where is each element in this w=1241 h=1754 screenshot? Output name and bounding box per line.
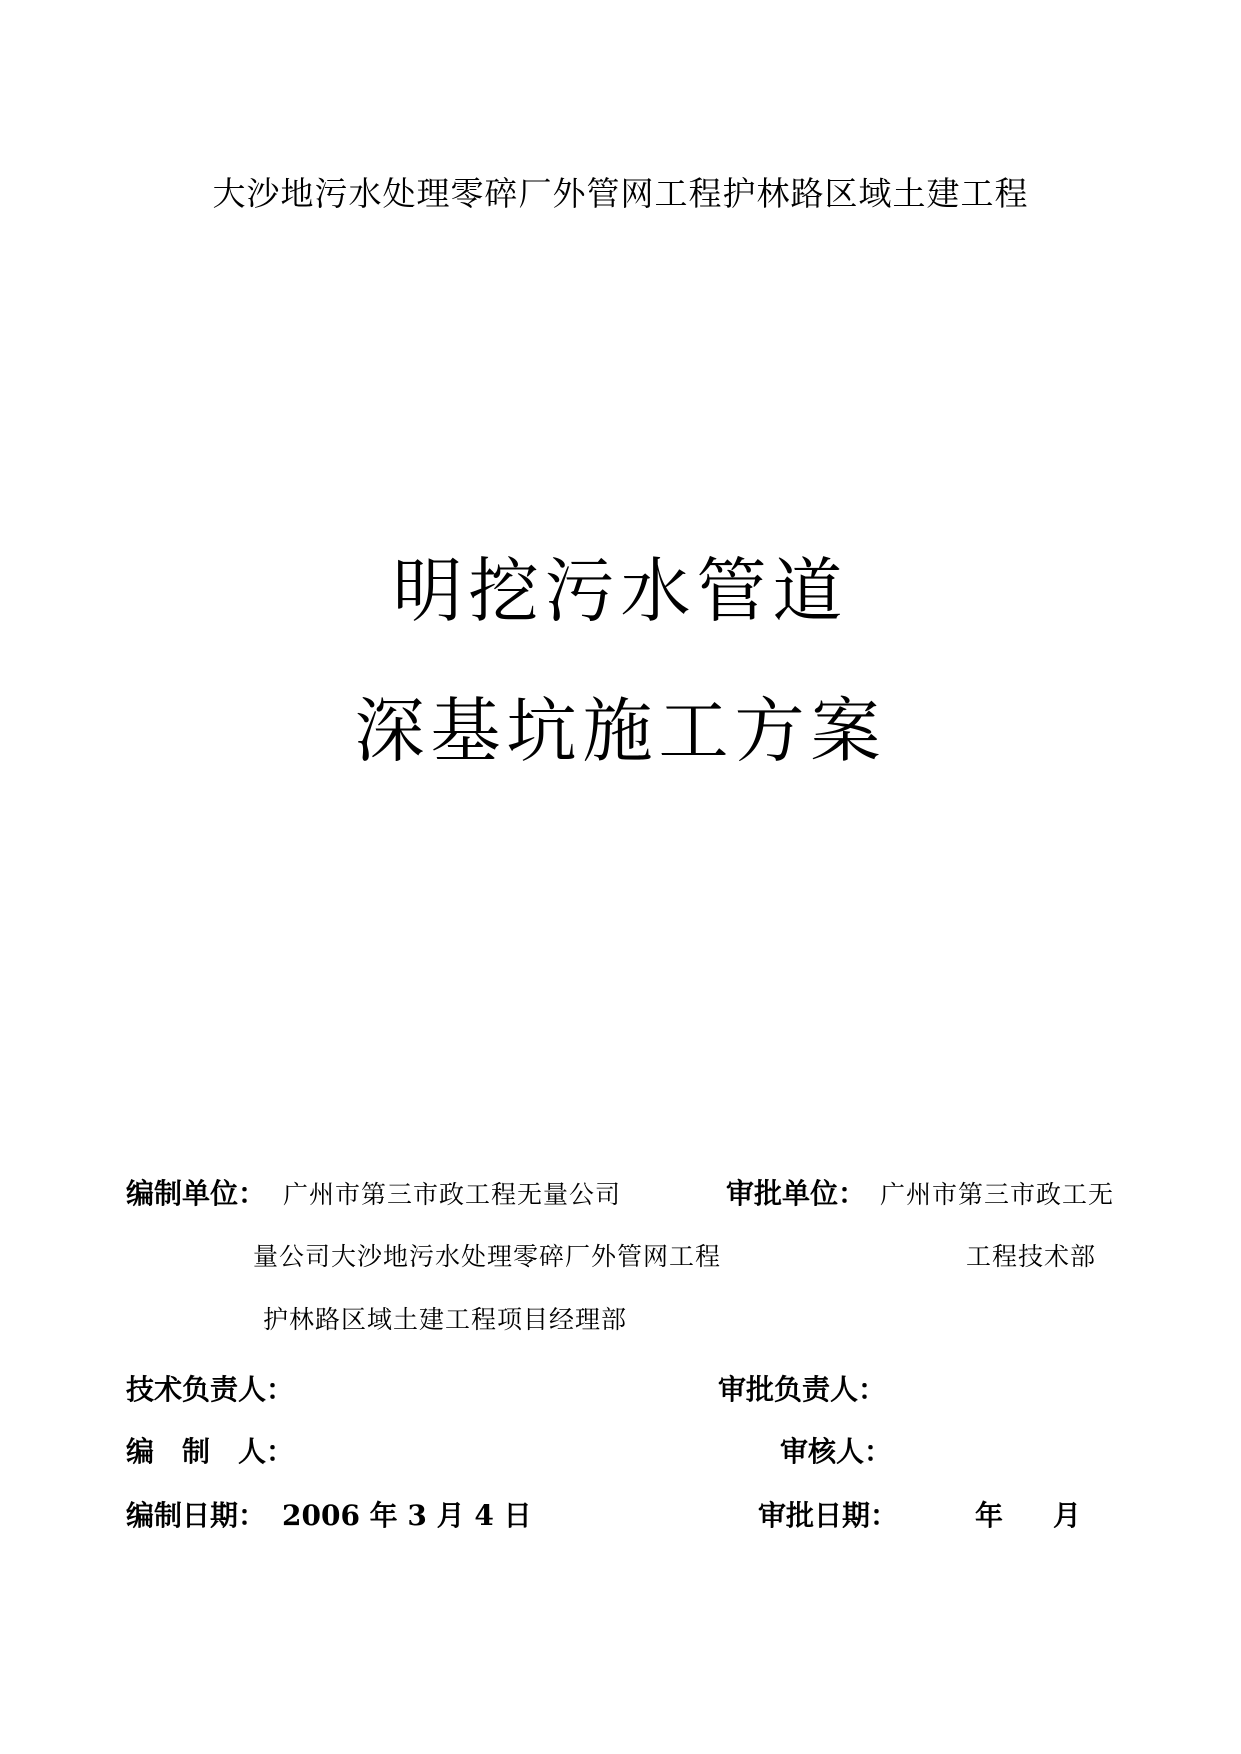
- compile-date-label: 编制日期：: [126, 1499, 267, 1532]
- approve-date-month: 月: [1053, 1499, 1082, 1532]
- approve-unit-label: 审批单位：: [726, 1177, 867, 1210]
- project-title: 大沙地污水处理零碎厂外管网工程护林路区域土建工程: [212, 174, 1029, 213]
- compile-unit-value-line-2: 量公司大沙地污水处理零碎厂外管网工程: [253, 1242, 722, 1271]
- tech-lead-label: 技术负责人：: [126, 1373, 295, 1406]
- compile-date-value: 2006 年 3 月 4 日: [282, 1499, 532, 1532]
- document-title-line-1: 明挖污水管道: [392, 550, 849, 632]
- document-title-line-2: 深基坑施工方案: [354, 690, 887, 772]
- compile-unit-label: 编制单位：: [126, 1177, 267, 1210]
- approve-unit-value-line-1: 广州市第三市政工无: [880, 1180, 1115, 1209]
- approve-unit-value-line-2: 工程技术部: [966, 1242, 1097, 1271]
- reviewer-label: 审核人：: [780, 1435, 893, 1468]
- approve-date-year: 年: [975, 1499, 1004, 1532]
- compile-unit-value-line-1: 广州市第三市政工程无量公司: [283, 1180, 622, 1209]
- approve-lead-label: 审批负责人：: [718, 1373, 887, 1406]
- compiler-label: 编 制 人：: [126, 1435, 295, 1468]
- compile-unit-value-line-3: 护林路区域土建工程项目经理部: [263, 1305, 628, 1334]
- approve-date-label: 审批日期：: [758, 1499, 899, 1532]
